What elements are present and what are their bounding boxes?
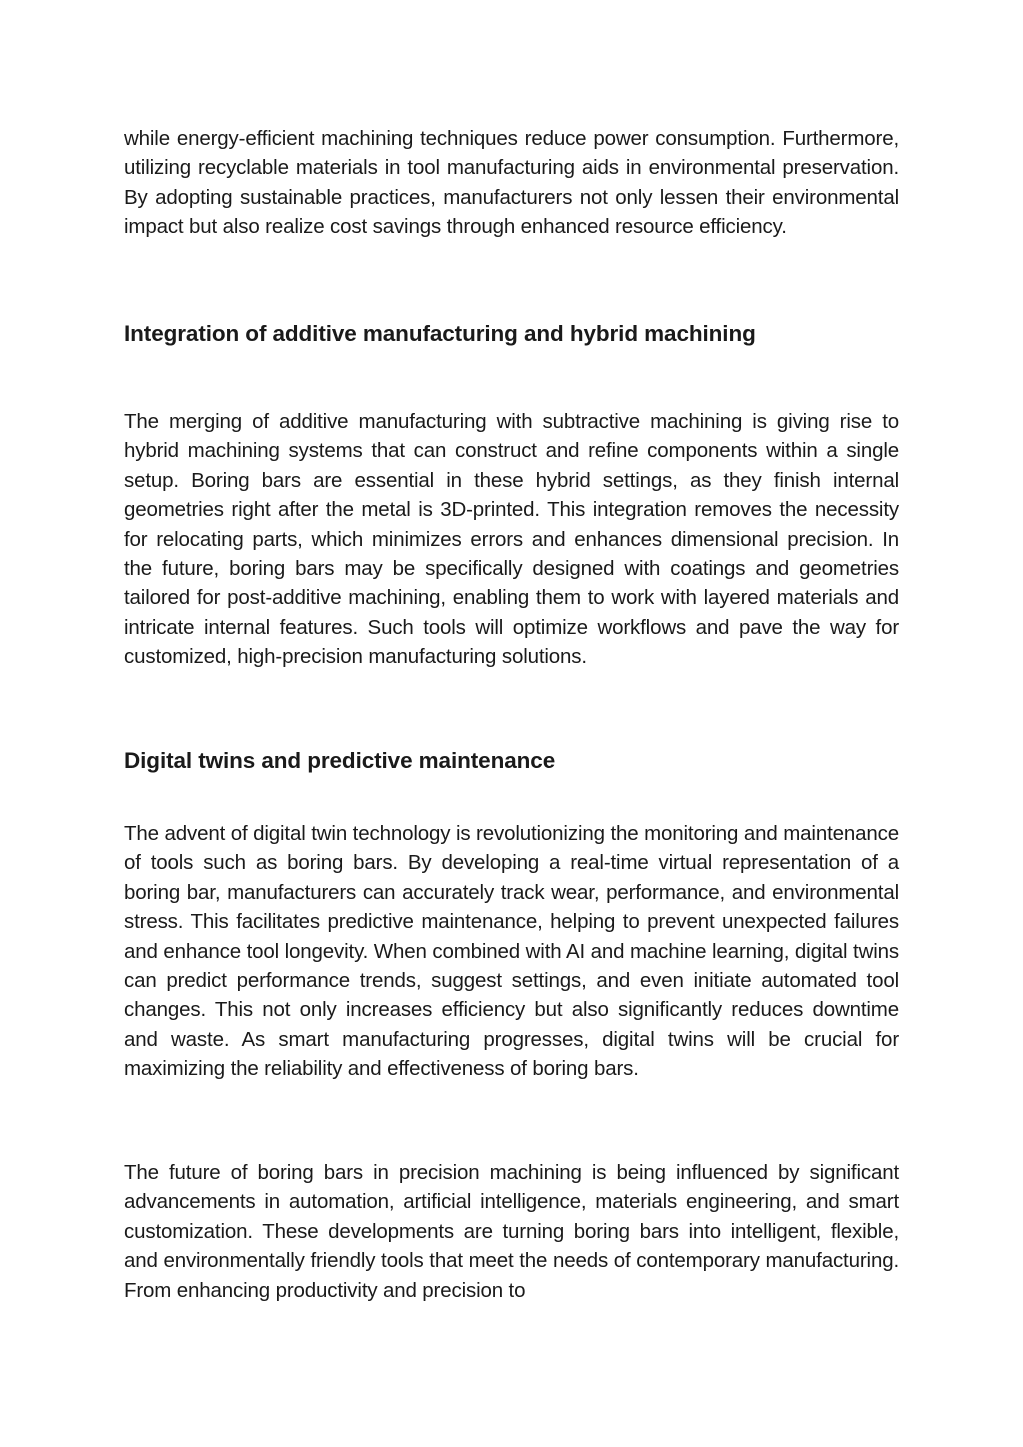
paragraph-digital-twins: The advent of digital twin technology is revolutionizing the monitoring and maintenance of tools such as boring bars. By developing a real-time virtual representation of a boring bar, manufacturers can accurately track wear, performance, and environmental stress. This facilitates predictive maintenance, helping to prevent unexpected failures and enhance tool longevity. When combined with AI and machine learning, digital twins can predict performance trends, suggest settings, and even initiate automated tool changes. This not only increases efficiency but also significantly reduces downtime and waste. As smart manufacturing progresses, digital twins will be crucial for maximizing the reliability and effectiveness of boring bars.	[124, 822, 899, 1081]
paragraph-future-boring-bars: The future of boring bars in precision machining is being influenced by significant advancements in automation, artificial intelligence, materials engineering, and smart customization. These developments are turning boring bars into intelligent, flexible, and environmentally friendly tools that meet the needs of contemporary manufacturing. From enhancing productivity and precision to	[124, 1161, 899, 1302]
heading-additive-hybrid: Integration of additive manufacturing and hybrid machining	[124, 321, 756, 346]
paragraph-sustainability-continued: while energy-efficient machining techniques reduce power consumption. Furthermore, utilizing recyclable materials in tool manufacturing aids in environmental preservation. By adopting sustainable practices, manufacturers not only lessen their environmental impact but also realize cost savings through enhanced resource efficiency.	[124, 127, 899, 239]
paragraph-hybrid-machining: The merging of additive manufacturing with subtractive machining is giving rise to hybrid machining systems that can construct and refine components within a single setup. Boring bars are essential in these hybrid settings, as they finish internal geometries right after the metal is 3D-printed. This integration removes the necessity for relocating parts, which minimizes errors and enhances dimensional precision. In the future, boring bars may be specifically designed with coatings and geometries tailored for post-additive machining, enabling them to work with layered materials and intricate internal features. Such tools will optimize workflows and pave the way for customized, high-precision manufacturing solutions.	[124, 410, 899, 669]
heading-digital-twins: Digital twins and predictive maintenance	[124, 748, 556, 773]
